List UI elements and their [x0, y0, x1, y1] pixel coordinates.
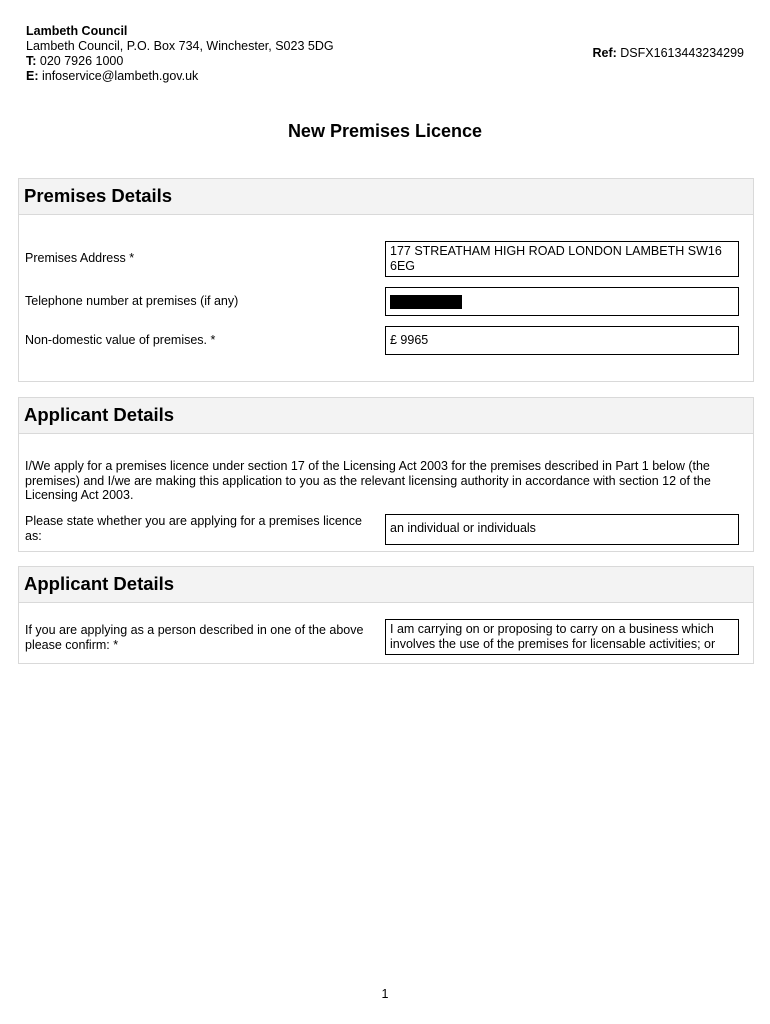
application-statement: I/We apply for a premises licence under section 17 of the Licensing Act 2003 for the premises described in Part 1 below (the premises) and I/we are making this application to you as the relevant licensing authority in accordance with section 12 of the Licensing Act 2003. — [25, 459, 711, 502]
council-phone: T: 020 7926 1000 — [26, 54, 124, 68]
section-title: Applicant Details — [24, 573, 175, 594]
premises-value-label: Non-domestic value of premises. * — [25, 333, 216, 347]
applicant-confirm-section — [18, 566, 754, 664]
section-title: Applicant Details — [24, 404, 175, 425]
council-email: E: infoservice@lambeth.gov.uk — [26, 69, 199, 83]
applying-as-label: Please state whether you are applying for a premises licence as: — [25, 514, 362, 543]
section-title: Premises Details — [24, 185, 173, 206]
applying-as-field[interactable]: an individual or individuals — [385, 514, 739, 545]
premises-address-label: Premises Address * — [25, 251, 135, 265]
page-number: 1 — [381, 987, 389, 1001]
confirm-field[interactable]: I am carrying on or proposing to carry on a business which involves the use of the premises for licensable activities; or — [385, 619, 739, 655]
premises-address-field[interactable]: 177 STREATHAM HIGH ROAD LONDON LAMBETH SW16 6EG — [385, 241, 739, 277]
reference-number: Ref: DSFX1613443234299 — [592, 46, 744, 60]
premises-phone-label: Telephone number at premises (if any) — [25, 294, 239, 308]
council-header — [26, 24, 334, 84]
document-title: New Premises Licence — [287, 121, 483, 141]
applicant-details-section — [18, 397, 754, 552]
redaction-block — [390, 295, 462, 309]
premises-value-field[interactable]: £ 9965 — [385, 326, 739, 355]
council-name: Lambeth Council — [26, 24, 128, 38]
premises-phone-field[interactable] — [385, 287, 739, 316]
confirm-label: If you are applying as a person described in one of the above please confirm: * — [25, 623, 364, 652]
section-header — [19, 398, 753, 434]
section-header — [19, 179, 753, 215]
section-header — [19, 567, 753, 603]
council-address: Lambeth Council, P.O. Box 734, Winchester, S023 5DG — [26, 39, 334, 53]
premises-details-section — [18, 178, 754, 382]
